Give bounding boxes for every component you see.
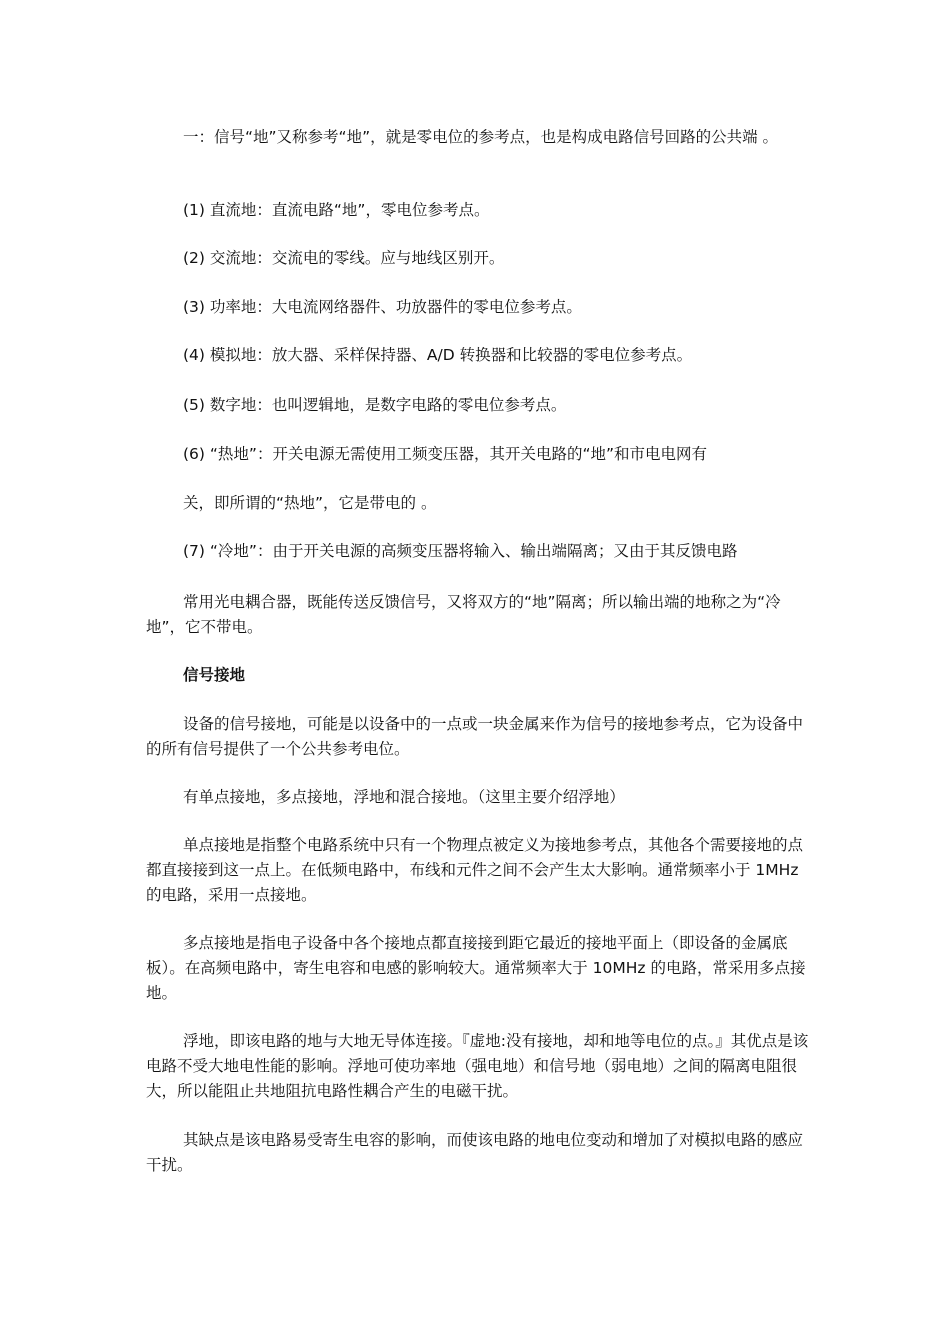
paragraph-drawbacks: 其缺点是该电路易受寄生电容的影响，而使该电路的地电位变动和增加了对模拟电路的感应干扰。 (146, 1131, 804, 1174)
list-item-digital-ground: (5) 数字地：也叫逻辑地，是数字电路的零电位参考点。 (183, 396, 567, 414)
paragraph-single-point: 单点接地是指整个电路系统中只有一个物理点被定义为接地参考点，其他各个需要接地的点都直接接到这一点上。在低频电路中，布线和元件之间不会产生太大影响。通常频率小于 1MHz 的电路，采用一点接地。 (146, 836, 804, 904)
list-item-hot-ground: (6) “热地”：开关电源无需使用工频变压器，其开关电路的“地”和市电电网有 (183, 445, 708, 463)
paragraph-multi-point: 多点接地是指电子设备中各个接地点都直接接到距它最近的接地平面上（即设备的金属底板）。在高频电路中，寄生电容和电感的影响较大。通常频率大于 10MHz 的电路，常采用多点接地。 (146, 934, 806, 1002)
list-item-cold-ground: (7) “冷地”：由于开关电源的高频变压器将输入、输出端隔离；又由于其反馈电路 (183, 542, 738, 560)
list-item-analog-ground: (4) 模拟地：放大器、采样保持器、A/D 转换器和比较器的零电位参考点。 (183, 346, 693, 364)
section-heading-signal-grounding: 信号接地 (183, 666, 246, 684)
list-item-hot-ground-cont: 关，即所谓的“热地”，它是带电的 。 (183, 494, 437, 512)
list-item-cold-ground-cont: 常用光电耦合器，既能传送反馈信号，又将双方的“地”隔离；所以输出端的地称之为“冷地”，它不带电。 (146, 593, 781, 636)
list-item-dc-ground: (1) 直流地：直流电路“地”，零电位参考点。 (183, 201, 490, 219)
paragraph-signal-grounding: 设备的信号接地，可能是以设备中的一点或一块金属来作为信号的接地参考点，它为设备中的所有信号提供了一个公共参考电位。 (146, 715, 804, 758)
paragraph-intro: 一：信号“地”又称参考“地”，就是零电位的参考点，也是构成电路信号回路的公共端 。 (183, 128, 779, 146)
list-item-ac-ground: (2) 交流地：交流电的零线。应与地线区别开。 (183, 249, 505, 267)
paragraph-grounding-types: 有单点接地，多点接地，浮地和混合接地。（这里主要介绍浮地） (183, 788, 625, 806)
list-item-power-ground: (3) 功率地：大电流网络器件、功放器件的零电位参考点。 (183, 298, 582, 316)
paragraph-floating-ground: 浮地，即该电路的地与大地无导体连接。『虚地:没有接地，却和地等电位的点。』其优点是该电路不受大地电性能的影响。浮地可使功率地（强电地）和信号地（弱电地）之间的隔离电阻很大，所以能阻止共地阻抗电路性耦合产生的电磁干扰。 (146, 1032, 809, 1100)
